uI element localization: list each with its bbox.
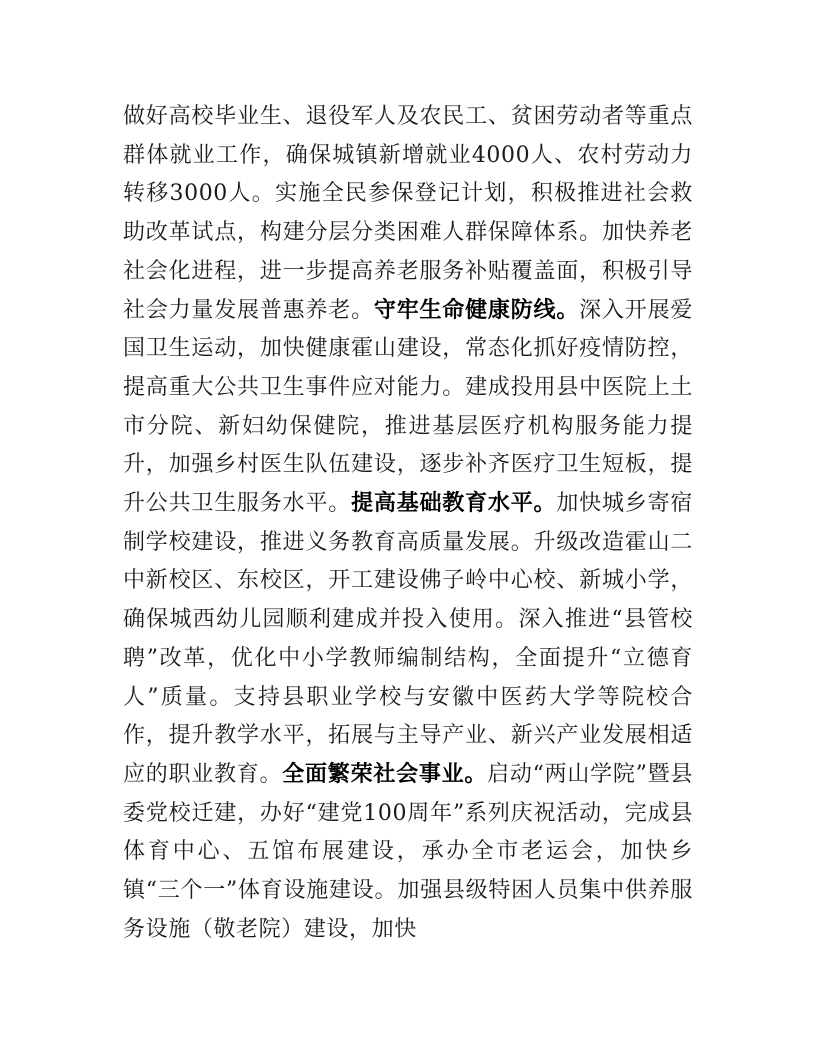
bold-heading-health: 守牢生命健康防线。 (373, 297, 580, 323)
paragraph-text: 加快城乡寄宿制学校建设，推进义务教育高质量发展。升级改造霍山二中新校区、东校区，开工建设佛子岭中心校、新城小学，确保城西幼儿园顺利建成并投入使用。深入推进“县管校聘”改革，优化中小学教师编制结构，全面提升“立德育人”质量。支持县职业学校与安徽中医药大学等院校合作，提升教学水平，拓展与主导产业、新兴产业发展相适应的职业教育。 (123, 491, 693, 787)
bold-heading-education: 提高基础教育水平。 (351, 491, 557, 517)
bold-heading-social: 全面繁荣社会事业。 (282, 761, 488, 787)
body-paragraph (123, 98, 693, 949)
paragraph-text: 启动“两山学院”暨县委党校迁建，办好“建党100周年”系列庆祝活动，完成县体育中心、五馆布展建设，承办全市老运会，加快乡镇“三个一”体育设施建设。加强县级特困人员集中供养服务设施（敬老院）建设，加快 (123, 761, 694, 942)
paragraph-text: 深入开展爱国卫生运动，加快健康霍山建设，常态化抓好疫情防控，提高重大公共卫生事件应对能力。建成投用县中医院上土市分院、新妇幼保健院，推进基层医疗机构服务能力提升，加强乡村医生队伍建设，逐步补齐医疗卫生短板，提升公共卫生服务水平。 (123, 297, 693, 517)
paragraph-text: 做好高校毕业生、退役军人及农民工、贫困劳动者等重点群体就业工作，确保城镇新增就业4000人、农村劳动力转移3000人。实施全民参保登记计划，积极推进社会救助改革试点，构建分层分类困难人群保障体系。加快养老社会化进程，进一步提高养老服务补贴覆盖面，积极引导社会力量发展普惠养老。 (123, 104, 693, 323)
